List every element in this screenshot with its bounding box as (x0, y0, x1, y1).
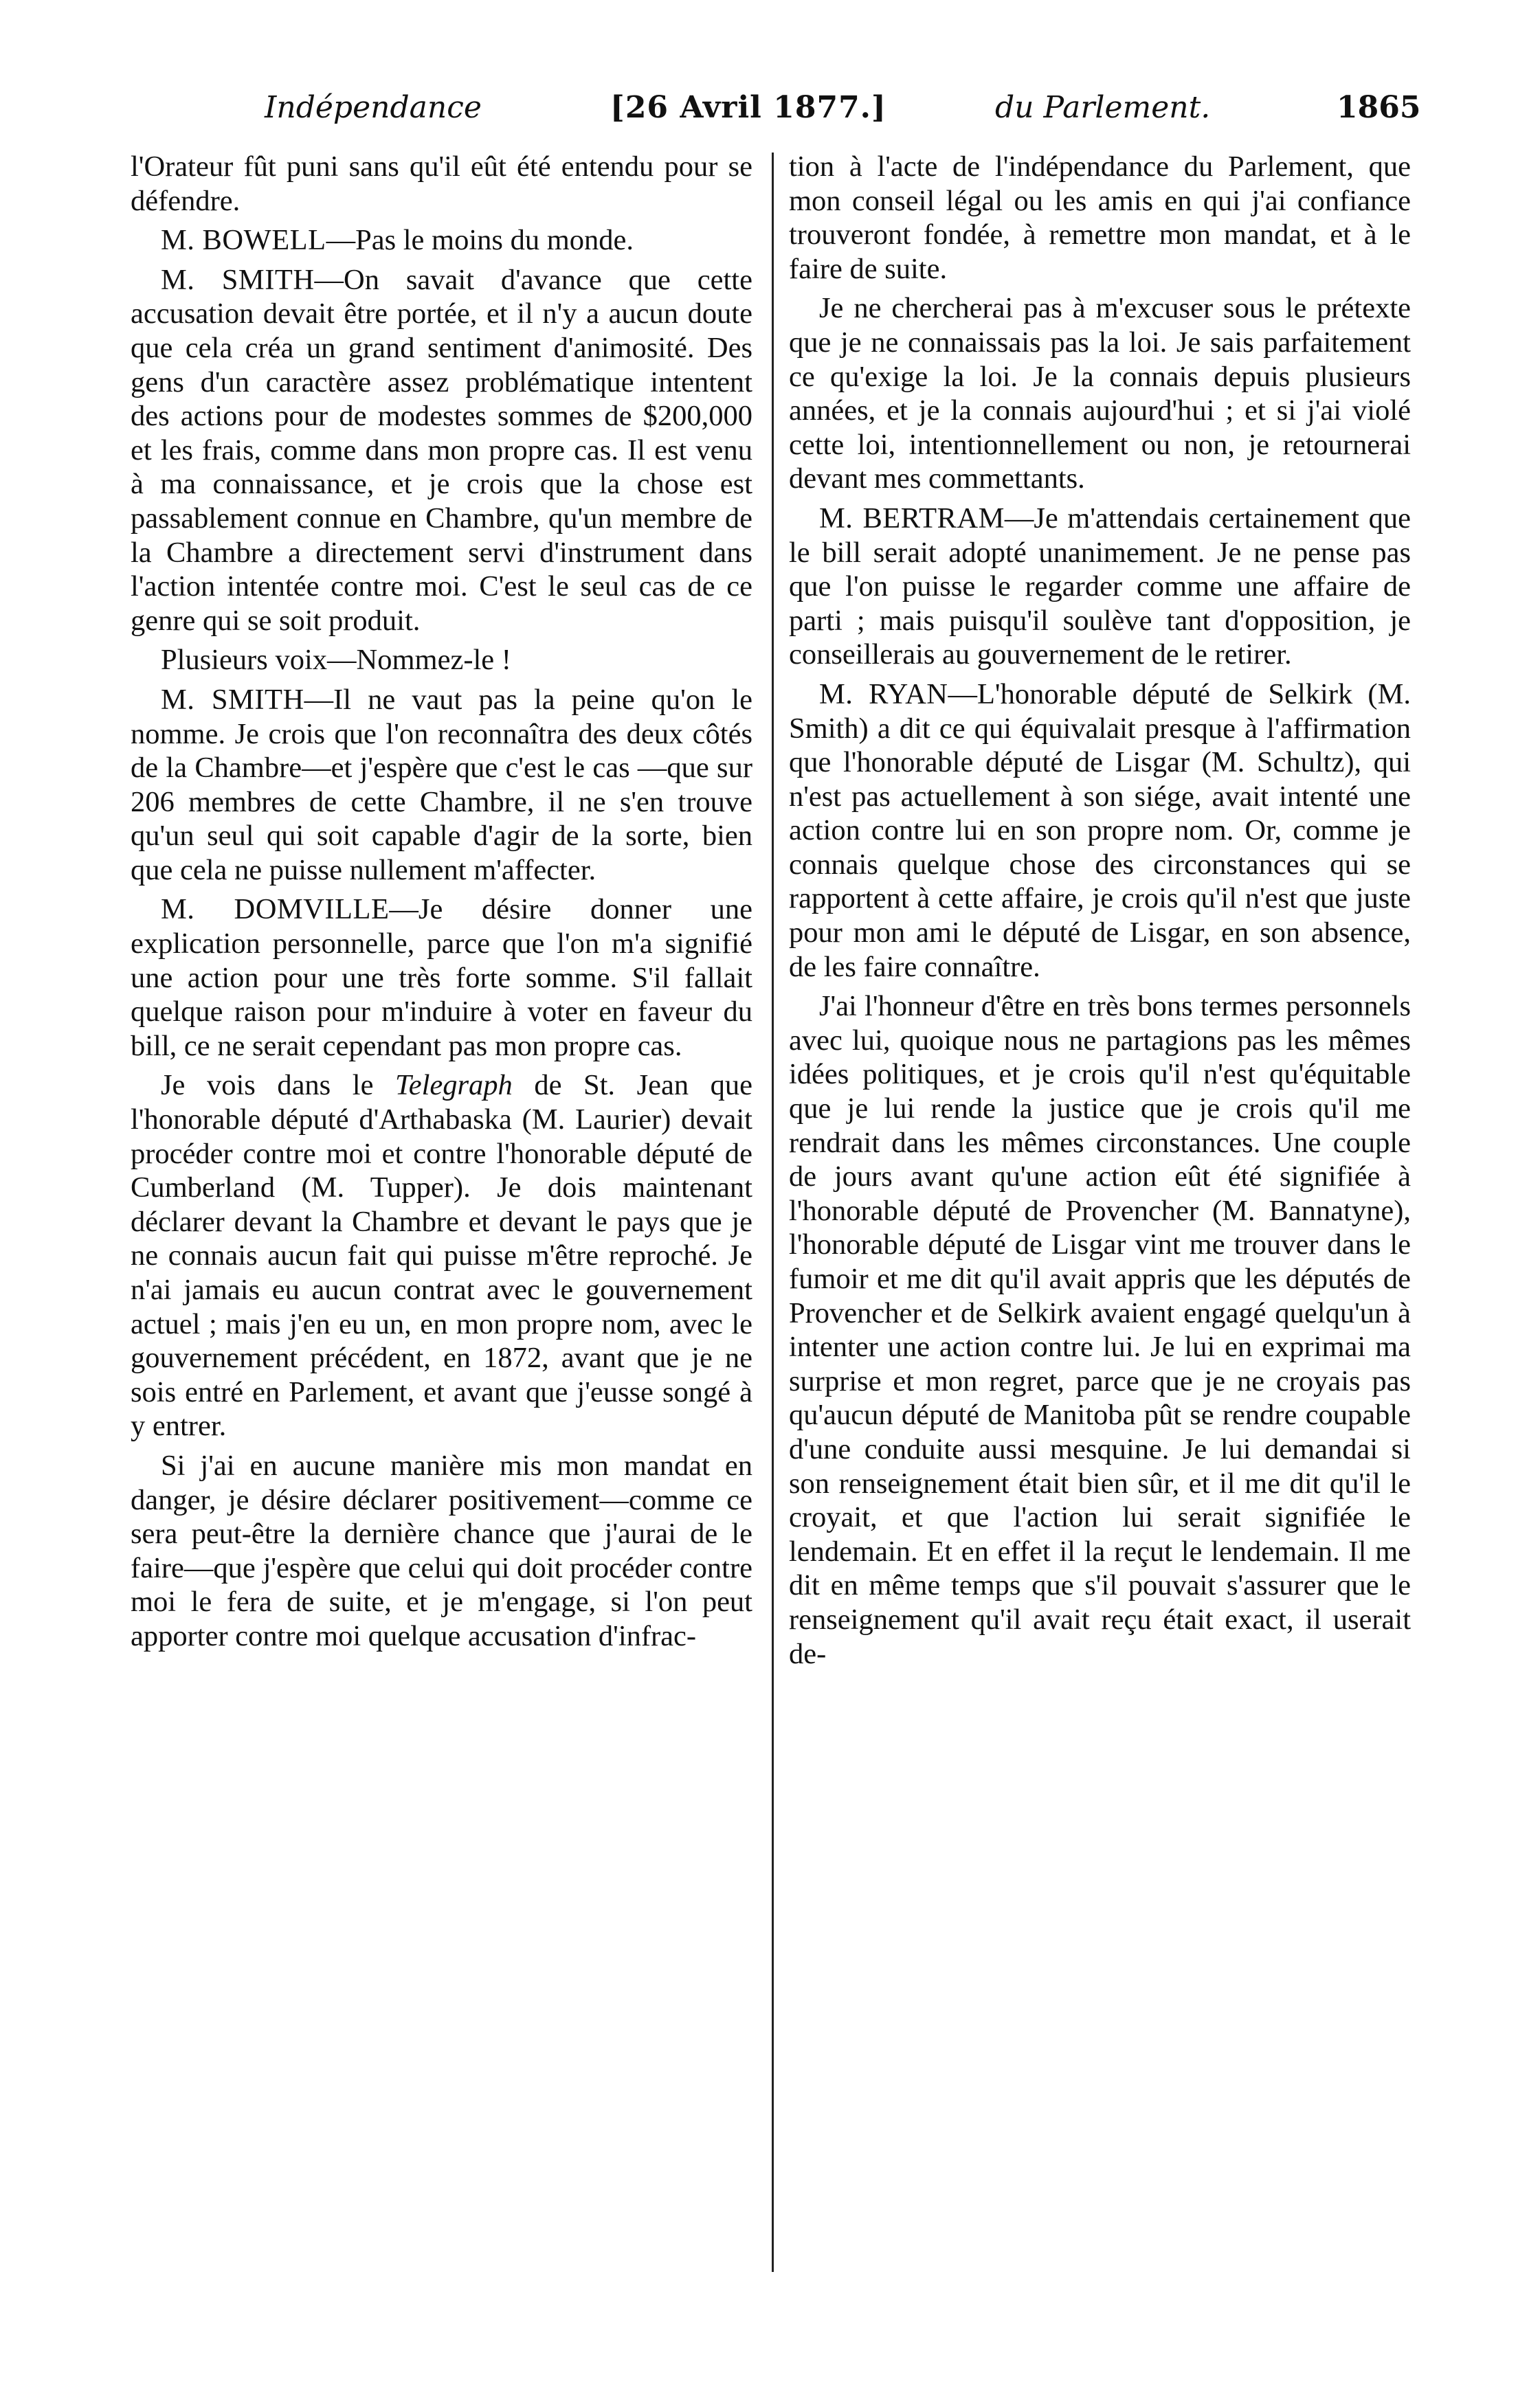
paragraph-text: l'Orateur fût puni sans qu'il eût été entendu pour se défendre. (131, 150, 752, 217)
paragraph-text: Je vois dans le (161, 1069, 395, 1102)
speaker-name: M. DOMVILLE (161, 893, 390, 926)
paragraph (789, 677, 1411, 984)
paragraph (131, 892, 752, 1063)
speaker-name: M. BOWELL (161, 224, 326, 257)
paragraph-text: J'ai l'honneur d'être en très bons termes personnels avec lui, quoique nous ne partagions pas les mêmes idées politiques, et je crois qu'il n'est qu'équitable que je lui rende la justice que je crois qu'il me rendrait dans les mêmes circonstances. Une couple de jours avant qu'une action eût été signifiée à l'honorable député de Provencher (M. Bannatyne), l'honorable député de Lisgar vint me trouver dans le fumoir et me dit qu'il avait appris que les députés de Provencher et de Selkirk avaient engagé quelqu'un à intenter une action contre lui. Je lui en exprimai ma surprise et mon regret, parce que je ne croyais pas qu'aucun député de Manitoba pût se rendre coupable d'une conduite aussi mesquine. Je lui demandai si son renseignement était bien sûr, et il me dit qu'il le croyait, et que l'action lui serait signifiée le lendemain. Et en effet il la reçut le lendemain. Il me dit en même temps que s'il pouvait s'assurer que le renseignement qu'il avait reçu était exact, il userait de- (789, 990, 1411, 1670)
paragraph (789, 291, 1411, 496)
paragraph (131, 263, 752, 638)
paragraph (789, 989, 1411, 1671)
running-header (0, 84, 1540, 132)
page-number: 1865 (1337, 90, 1421, 125)
paragraph-text: Si j'ai en aucune manière mis mon mandat en danger, je désire déclarer positivement—comme ce sera peut-être la dernière chance que j'aurai de le faire—que j'espère que celui qui doit procéder contre moi le fera de suite, et je m'engage, si l'on peut apporter contre moi quelque accusation d'infrac- (131, 1449, 752, 1652)
paragraph (131, 223, 752, 258)
paragraph (789, 502, 1411, 672)
speaker-name: M. SMITH (161, 263, 315, 296)
speaker-name: M. RYAN (819, 677, 948, 710)
paragraph-text: —Pas le moins du monde. (326, 224, 634, 257)
newspaper-title: Telegraph (394, 1069, 513, 1102)
paragraph (131, 150, 752, 218)
paragraph (131, 643, 752, 677)
speaker-name: M. BERTRAM (819, 502, 1005, 535)
paragraph (789, 150, 1411, 286)
paragraph-text: —Je désire donner une explication personnelle, parce que l'on m'a signifié une action pour une très forte somme. S'il fallait quelque raison pour m'induire à voter en faveur du bill, ce ne serait cependant pas mon propre cas. (131, 893, 752, 1062)
header-left-title: Indépendance (265, 90, 482, 125)
paragraph-text: —L'honorable député de Selkirk (M. Smith) a dit ce qui équivalait presque à l'affirmation que l'honorable député de Lisgar (M. Schultz), qui n'est pas actuellement à son siége, avait intenté une action contre lui en son propre nom. Or, comme je connais quelque chose des circonstances qui se rapportent à cette affaire, je crois qu'il n'est que juste pour mon ami le député de Lisgar, en son absence, de les faire connaître. (789, 677, 1411, 983)
paragraph-text: de St. Jean que l'honorable député d'Arthabaska (M. Laurier) devait procéder contre moi et contre l'honorable député de Cumberland (M. Tupper). Je dois maintenant déclarer devant la Chambre et devant le pays que je ne connais aucun fait qui puisse m'être reproché. Je n'ai jamais eu aucun contrat avec le gouvernement actuel ; mais j'en eu un, en mon propre nom, avec le gouvernement précédent, en 1872, avant que je ne sois entré en Parlement, et avant que j'eusse songé à y entrer. (131, 1069, 752, 1443)
paragraph (131, 1068, 752, 1443)
paragraph-text: —Je m'attendais certainement que le bill serait adopté unanimement. Je ne pense pas que l'on puisse le regarder comme une affaire de parti ; mais puisqu'il soulève tant d'opposition, je conseillerais au gouvernement de le retirer. (789, 502, 1411, 671)
paragraph-text: Je ne chercherai pas à m'excuser sous le prétexte que je ne connaissais pas la loi. Je sais parfaitement ce qu'exige la loi. Je la connais depuis plusieurs années, et je la connais aujourd'hui ; et si j'ai violé cette loi, intentionnellement ou non, je retournerai devant mes commettants. (789, 292, 1411, 495)
header-right-title: du Parlement. (995, 90, 1211, 125)
left-column (131, 150, 752, 1659)
header-date: [26 Avril 1877.] (610, 90, 886, 125)
paragraph-text: —Il ne vaut pas la peine qu'on le nomme. Je crois que l'on reconnaîtra des deux côtés de la Chambre—et j'espère que c'est le cas —que sur 206 membres de cette Chambre, il ne s'en trouve qu'un seul qui soit capable d'agir de la sorte, bien que cela ne puisse nullement m'affecter. (131, 683, 752, 886)
column-divider (772, 153, 774, 2272)
speaker-name: M. SMITH (161, 683, 304, 716)
paragraph-text: Plusieurs voix—Nommez-le ! (161, 644, 511, 677)
paragraph-text: —On savait d'avance que cette accusation devait être portée, et il n'y a aucun doute que cela créa un grand sentiment d'animosité. Des gens d'un caractère assez problématique intentent des actions pour de modestes sommes de $200,000 et les frais, comme dans mon propre cas. Il est venu à ma connaissance, et je crois que la chose est passablement connue en Chambre, qu'un membre de la Chambre a directement servi d'instrument dans l'action intentée contre moi. C'est le seul cas de ce genre qui se soit produit. (131, 263, 752, 637)
right-column (789, 150, 1411, 1676)
paragraph (131, 683, 752, 888)
paragraph-text: tion à l'acte de l'indépendance du Parlement, que mon conseil légal ou les amis en qui j'ai confiance trouveront fondée, à remettre mon mandat, et à le faire de suite. (789, 150, 1411, 285)
paragraph (131, 1449, 752, 1654)
